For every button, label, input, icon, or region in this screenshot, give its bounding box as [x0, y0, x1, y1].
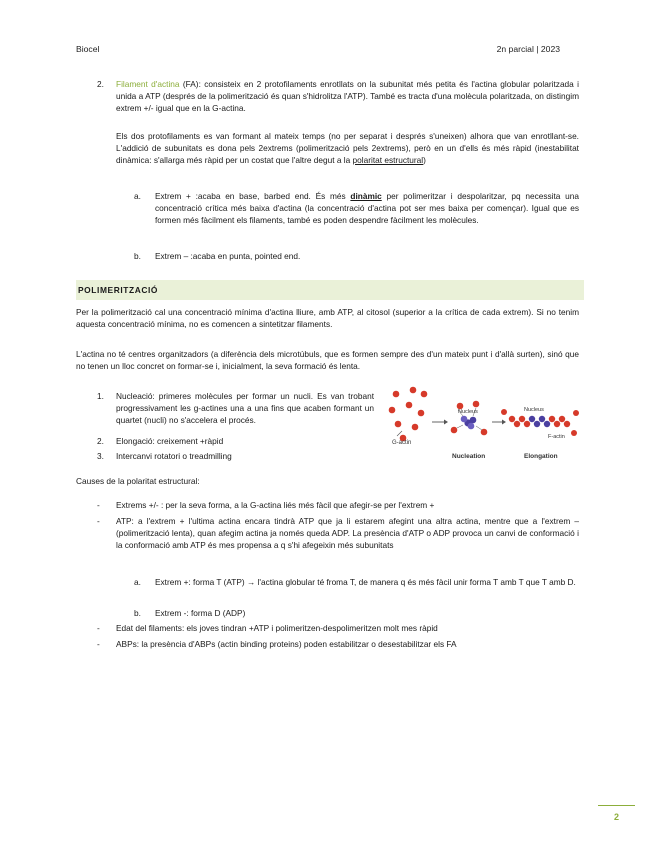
- step-number-2: 2.: [97, 436, 104, 446]
- step-number-1: 1.: [97, 391, 104, 401]
- extrem-plus: Extrem + :acaba en base, barbed end. És més dinàmic per polimeritzar i despolaritzar, pq necessita una concentració crítica més baixa d'actina (la concentració d'actina pot ser mes baixa per començar). Igual que es formen més fàcilment els filaments, també es poden despendre fàcilment les molècules.: [155, 191, 579, 226]
- polaritat-link: polaritat estructural: [352, 155, 424, 166]
- header-term: 2n parcial | 2023: [496, 44, 560, 54]
- atp-sub-b: Extrem -: forma D (ADP): [155, 608, 246, 618]
- step-elongacio: Elongació: creixement +ràpid: [116, 436, 224, 446]
- atp-sub-label-a: a.: [134, 577, 141, 587]
- list-number-2: 2.: [97, 79, 104, 89]
- extrem-minus: Extrem – :acaba en punta, pointed end.: [155, 251, 301, 261]
- nucleus-stage: [451, 401, 488, 436]
- actin-polymerization-figure: [388, 386, 584, 462]
- arrow-right-icon: [432, 420, 448, 425]
- label-f-actin: F-actin: [548, 434, 565, 440]
- causes-title: Causes de la polaritat estructural:: [76, 476, 200, 486]
- cause-abps: ABPs: la presència d'ABPs (actin binding proteins) poden estabilitzar o desestabilitzar els FA: [116, 639, 457, 649]
- arrow-right-icon: [492, 420, 506, 425]
- bullet-dash: -: [97, 639, 100, 649]
- bullet-dash: -: [97, 516, 100, 526]
- step-nucleacio: Nucleació: primeres molècules per formar un nucli. Es van trobant progressivament les g-actines una a una fins que acaben formant un quartet (nucli) no s'accelera el procés.: [116, 391, 374, 426]
- bullet-dash: -: [97, 623, 100, 633]
- caption-elongation: Elongation: [524, 453, 558, 460]
- header-course: Biocel: [76, 44, 100, 54]
- caption-nucleation: Nucleation: [452, 453, 486, 460]
- item2-text: (FA): consisteix en 2 protofilaments enrotllats on la subunitat més petita és l'actina globular polaritzada i unida a ATP (després de la polimerització és quan s'hidrolitza l'ATP). També es tracta d'una molècula polaritzada, on distingim extrem +/- igual que en la G-actina.: [116, 79, 579, 114]
- extrem-label-b: b.: [134, 251, 141, 261]
- step-number-3: 3.: [97, 451, 104, 461]
- cause-extrems: Extrems +/- : per la seva forma, a la G-actina liés més fàcil que afegir-se per l'extrem +: [116, 500, 435, 510]
- label-nucleus-2: Nucleus: [524, 407, 544, 413]
- bullet-dash: -: [97, 500, 100, 510]
- label-g-actin: G-actin: [392, 440, 412, 446]
- page-number: 2: [614, 812, 620, 822]
- para-concentracio: Per la polimerització cal una concentració mínima d'actina lliure, amb ATP, al citosol (superior a la crítica de cada extrem). Si no tenim aquesta concentració mínima, no es comencen a sintetitzar filaments.: [76, 307, 579, 330]
- footer-rule: [598, 805, 635, 806]
- f-actin-filament: [501, 409, 579, 436]
- label-nucleus-1: Nucleus: [458, 409, 478, 415]
- cause-atp: ATP: a l'extrem + l'ultima actina encara tindrà ATP que ja li estarem afegint una altra actina, mentre que a l'extrem – (polimerització lenta), quan afegim actina ja només queda ADP. La presència d'ATP o ADP provoca un canvi de conformació i la conformació amb ATP és mes propensa a q s'hi afegeixin més subunitats: [116, 516, 579, 551]
- protofil-paragraph: Els dos protofilaments es van formant al mateix temps (no per separat i després s'uneixen) alhora que van enrotllant-se. L'addició de subunitats es dona pels 2extrems (polimerització pels 2extrems), però en un d'ells és més ràpid (inestabilitat dinàmica: s'allarga més ràpid per un costat que l'altre degut a la polaritat estructural): [116, 131, 579, 166]
- extrem-label-a: a.: [134, 191, 141, 201]
- atp-sub-a: Extrem +: forma T (ATP) → l'actina globular té froma T, de manera q és més fàcil unir forma T amb T que T amb D.: [155, 577, 576, 587]
- cause-edat: Edat del filaments: els joves tindran +ATP i polimeritzen-despolimeritzen molt mes ràpid: [116, 623, 438, 633]
- section-polimeritzacio: POLIMERITZACIÓ: [76, 280, 584, 300]
- item2-paragraph: [116, 78, 579, 114]
- term-filament-actina: Filament d'actina: [116, 79, 180, 89]
- step-treadmilling: Intercanvi rotatori o treadmilling: [116, 451, 232, 461]
- para-centres: L'actina no té centres organitzadors (a diferència dels microtúbuls, que es formen sempre des d'un mateix punt i d'allà surten), sinó que no tenen un lloc concret on formar-se i, inicialment, la seva formació és lenta.: [76, 349, 579, 372]
- g-actin-monomers: [389, 387, 428, 442]
- atp-sub-label-b: b.: [134, 608, 141, 618]
